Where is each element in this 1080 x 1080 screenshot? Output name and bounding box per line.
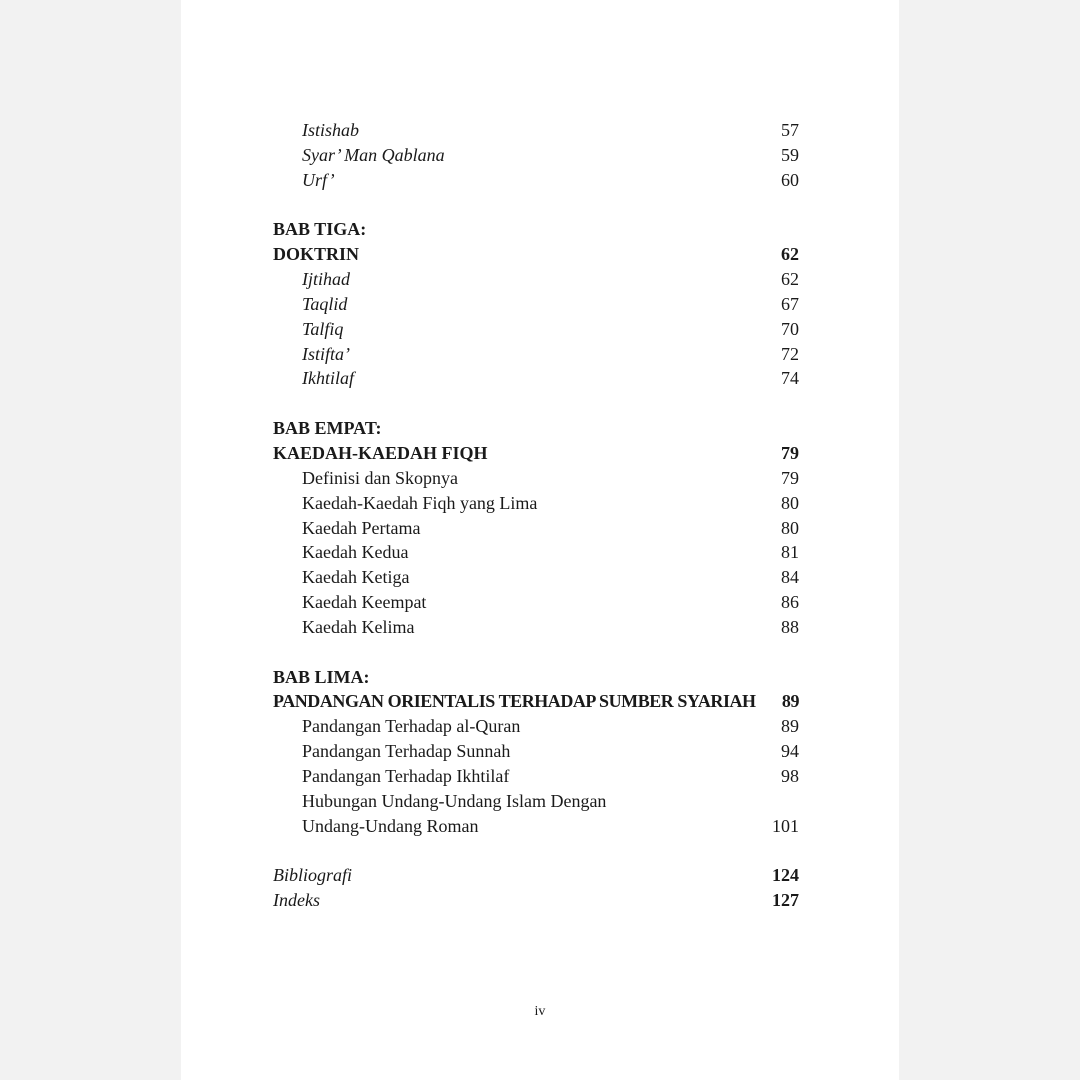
chapter-title-pandangan-orientalis	[273, 689, 799, 714]
toc-entry-page: 59	[781, 144, 799, 165]
toc-entry-label: Kaedah-Kaedah Fiqh yang Lima	[302, 492, 538, 513]
toc-entry-page: 67	[781, 293, 799, 314]
toc-entry-page: 98	[781, 765, 799, 786]
toc-entry-undang-undang-roman	[273, 814, 799, 839]
toc-entry-label: Taqlid	[302, 293, 348, 314]
chapter-heading-bab-lima	[273, 665, 799, 690]
toc-entry-pandangan-ikhtilaf	[273, 764, 799, 789]
page-number: iv	[534, 1004, 546, 1019]
toc-entry-label: Istishab	[302, 120, 360, 140]
table-of-contents	[273, 118, 799, 913]
toc-entry-label: Definisi dan Skopnya	[302, 467, 458, 488]
toc-entry-kaedah-ketiga	[273, 565, 799, 590]
toc-entry-pandangan-sunnah	[273, 739, 799, 764]
chapter-heading-label: BAB EMPAT:	[273, 418, 382, 439]
toc-entry-istishab	[273, 118, 799, 143]
toc-entry-page: 127	[772, 890, 799, 911]
toc-entry-label: Ijtihad	[302, 269, 350, 290]
chapter-title-page: 89	[781, 691, 799, 712]
toc-entry-page: 57	[781, 120, 799, 140]
chapter-title-kaedah-kaedah-fiqh	[273, 441, 799, 466]
toc-entry-label: Undang-Undang Roman	[302, 815, 479, 836]
toc-entry-talfiq	[273, 317, 799, 342]
toc-entry-kaedah-kelima	[273, 615, 799, 640]
toc-entry-page: 101	[772, 815, 799, 836]
toc-entry-page: 81	[781, 542, 799, 563]
toc-entry-kaedah-keempat	[273, 590, 799, 615]
toc-entry-kaedah-lima	[273, 491, 799, 516]
toc-entry-label: Indeks	[273, 890, 320, 911]
toc-entry-label: Pandangan Terhadap al-Quran	[302, 716, 521, 737]
chapter-heading-label: BAB LIMA:	[273, 666, 370, 687]
toc-entry-label: Hubungan Undang-Undang Islam Dengan	[302, 790, 607, 811]
toc-entry-label: Urf’	[302, 169, 335, 190]
chapter-title-label: DOKTRIN	[273, 244, 360, 265]
chapter-title-label: PANDANGAN ORIENTALIS TERHADAP SUMBER SYARIAH	[273, 691, 756, 712]
toc-entry-kaedah-pertama	[273, 516, 799, 541]
chapter-title-page: 79	[781, 442, 799, 463]
toc-entry-page: 94	[781, 741, 799, 762]
toc-entry-pandangan-al-quran	[273, 714, 799, 739]
toc-entry-syar-man-qablana	[273, 143, 799, 168]
toc-entry-page: 84	[781, 567, 799, 588]
toc-entry-urf	[273, 168, 799, 193]
toc-entry-page: 80	[781, 517, 799, 538]
chapter-title-doktrin	[273, 242, 799, 267]
toc-entry-ikhtilaf	[273, 366, 799, 391]
toc-entry-label: Istifta’	[302, 343, 350, 364]
toc-entry-istifta	[273, 342, 799, 367]
toc-entry-page: 124	[772, 865, 799, 886]
toc-entry-bibliografi	[273, 863, 799, 888]
toc-entry-page: 70	[781, 318, 799, 339]
toc-entry-page: 86	[781, 592, 799, 613]
section-gap	[273, 640, 799, 665]
toc-entry-indeks	[273, 888, 799, 913]
chapter-title-label: KAEDAH-KAEDAH FIQH	[273, 442, 488, 463]
toc-entry-label: Kaedah Kedua	[302, 542, 409, 563]
toc-entry-label: Pandangan Terhadap Sunnah	[302, 741, 511, 762]
toc-entry-hubungan-undang-undang	[273, 789, 799, 814]
toc-entry-page: 79	[781, 467, 799, 488]
section-gap	[273, 838, 799, 863]
chapter-title-page: 62	[781, 244, 799, 265]
toc-entry-label: Kaedah Keempat	[302, 592, 427, 613]
toc-entry-label: Talfiq	[302, 318, 344, 339]
toc-entry-label: Kaedah Ketiga	[302, 567, 410, 588]
toc-entry-page: 80	[781, 492, 799, 513]
toc-entry-page: 60	[781, 169, 799, 190]
chapter-heading-label: BAB TIGA:	[273, 219, 367, 240]
toc-entry-page: 89	[781, 716, 799, 737]
toc-entry-page: 72	[781, 343, 799, 364]
toc-entry-label: Kaedah Kelima	[302, 616, 415, 637]
chapter-heading-bab-empat	[273, 416, 799, 441]
toc-entry-taqlid	[273, 292, 799, 317]
toc-entry-page: 62	[781, 269, 799, 290]
toc-entry-kaedah-kedua	[273, 540, 799, 565]
toc-entry-page: 74	[781, 368, 799, 389]
toc-entry-label: Kaedah Pertama	[302, 517, 421, 538]
section-gap	[273, 391, 799, 416]
toc-entry-page: 88	[781, 616, 799, 637]
section-gap	[273, 193, 799, 218]
toc-entry-label: Syar’ Man Qablana	[302, 144, 445, 165]
toc-entry-definisi	[273, 466, 799, 491]
chapter-heading-bab-tiga	[273, 217, 799, 242]
toc-entry-ijtihad	[273, 267, 799, 292]
toc-entry-label: Bibliografi	[273, 865, 353, 886]
toc-entry-label: Pandangan Terhadap Ikhtilaf	[302, 765, 510, 786]
toc-entry-label: Ikhtilaf	[302, 368, 354, 389]
